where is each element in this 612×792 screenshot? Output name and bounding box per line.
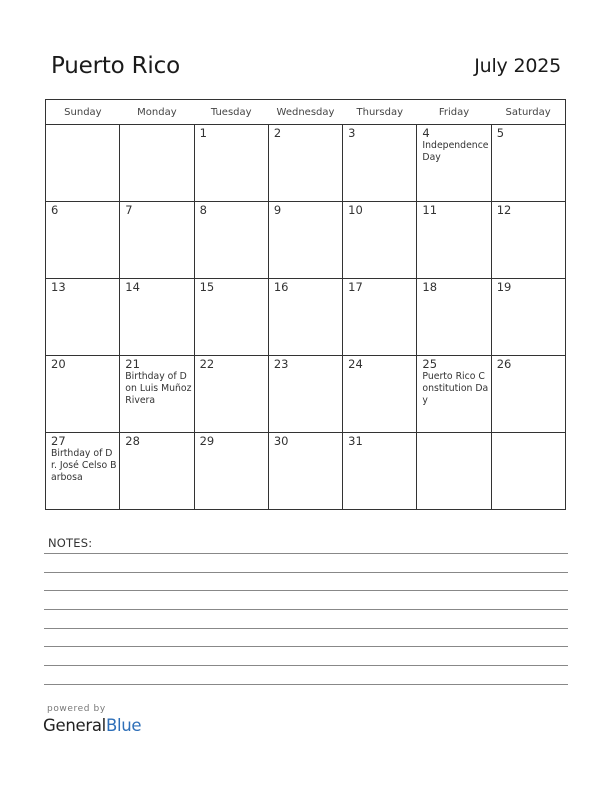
day-number: [417, 433, 490, 434]
day-cell: [194, 356, 268, 433]
notes-line: [44, 646, 568, 647]
day-cell: [417, 433, 491, 510]
day-cell: [268, 279, 342, 356]
notes-line: [44, 609, 568, 610]
notes-line: [44, 553, 568, 554]
day-cell: [46, 202, 120, 279]
weekday-header-row: [46, 100, 566, 125]
weekday-tuesday: Tuesday: [194, 100, 268, 125]
generalblue-logo: [43, 716, 141, 735]
day-cell: [268, 125, 342, 202]
day-cell: [343, 279, 417, 356]
day-cell: [417, 279, 491, 356]
day-number: 21: [125, 357, 140, 371]
day-number: 17: [348, 280, 363, 294]
notes-line: [44, 572, 568, 573]
day-number: 16: [273, 280, 289, 294]
day-cell: [120, 356, 194, 433]
day-number: 14: [125, 280, 140, 294]
day-cell: [120, 433, 194, 510]
notes-line: [44, 684, 568, 685]
day-number: [46, 125, 119, 126]
week-row: [46, 125, 566, 202]
day-number: 30: [273, 434, 289, 448]
weekday-wednesday: Wednesday: [268, 100, 342, 125]
day-cell: [194, 202, 268, 279]
calendar-grid: [45, 99, 566, 510]
day-number: 11: [422, 203, 438, 217]
holiday-label: Birthday of Don Luis Muñoz Rivera: [125, 371, 192, 406]
notes-line: [44, 628, 568, 629]
day-number: 25: [422, 357, 438, 371]
day-number: 24: [348, 357, 363, 371]
day-cell: [417, 356, 491, 433]
weekday-sunday: Sunday: [46, 100, 120, 125]
day-number: 29: [199, 434, 215, 448]
day-cell: [120, 125, 194, 202]
day-number: 13: [51, 280, 66, 294]
day-number: 3: [348, 126, 356, 140]
logo-blue: Blue: [105, 716, 142, 735]
day-number: 12: [496, 203, 512, 217]
page-title: Puerto Rico: [51, 53, 180, 79]
weekday-friday: Friday: [417, 100, 491, 125]
day-cell: [46, 433, 120, 510]
notes-line: [44, 665, 568, 666]
day-cell: [417, 125, 491, 202]
day-number: 23: [273, 357, 289, 371]
week-row: [46, 279, 566, 356]
day-number: 22: [199, 357, 215, 371]
month-year: July 2025: [474, 55, 561, 77]
day-cell: [491, 125, 565, 202]
day-cell: [491, 279, 565, 356]
day-number: 7: [125, 203, 133, 217]
day-number: 20: [51, 357, 66, 371]
day-number: 8: [199, 203, 207, 217]
day-cell: [343, 433, 417, 510]
day-cell: [268, 202, 342, 279]
day-number: 26: [496, 357, 512, 371]
notes-label: NOTES:: [48, 536, 93, 550]
weekday-thursday: Thursday: [343, 100, 417, 125]
day-cell: [194, 279, 268, 356]
day-number: 31: [348, 434, 363, 448]
holiday-label: Birthday of Dr. José Celso Barbosa: [51, 448, 117, 483]
day-cell: [491, 356, 565, 433]
week-row: [46, 433, 566, 510]
day-number: 5: [496, 126, 505, 140]
day-number: 28: [125, 434, 140, 448]
day-number: 18: [422, 280, 438, 294]
day-cell: [491, 202, 565, 279]
day-cell: [46, 279, 120, 356]
day-cell: [120, 202, 194, 279]
powered-by-text: powered by: [47, 704, 106, 714]
day-number: 10: [348, 203, 363, 217]
day-cell: [343, 202, 417, 279]
day-cell: [343, 356, 417, 433]
day-cell: [194, 433, 268, 510]
day-cell: [343, 125, 417, 202]
day-number: 6: [51, 203, 59, 217]
weekday-saturday: Saturday: [491, 100, 565, 125]
day-number: 2: [273, 126, 282, 140]
day-number: 15: [199, 280, 215, 294]
day-cell: [46, 125, 120, 202]
holiday-label: Puerto Rico Constitution Day: [422, 371, 489, 406]
logo-general: General: [43, 716, 106, 735]
notes-line: [44, 590, 568, 591]
weekday-monday: Monday: [120, 100, 194, 125]
holiday-label: Independence Day: [422, 140, 489, 163]
day-number: [120, 125, 193, 126]
week-row: [46, 356, 566, 433]
day-number: 1: [199, 126, 207, 140]
day-number: 4: [422, 126, 430, 140]
day-number: 19: [496, 280, 512, 294]
day-cell: [194, 125, 268, 202]
day-cell: [417, 202, 491, 279]
day-cell: [268, 356, 342, 433]
day-number: [492, 433, 565, 434]
day-number: 27: [51, 434, 66, 448]
day-cell: [46, 356, 120, 433]
day-cell: [491, 433, 565, 510]
day-number: 9: [273, 203, 282, 217]
week-row: [46, 202, 566, 279]
day-cell: [120, 279, 194, 356]
day-cell: [268, 433, 342, 510]
